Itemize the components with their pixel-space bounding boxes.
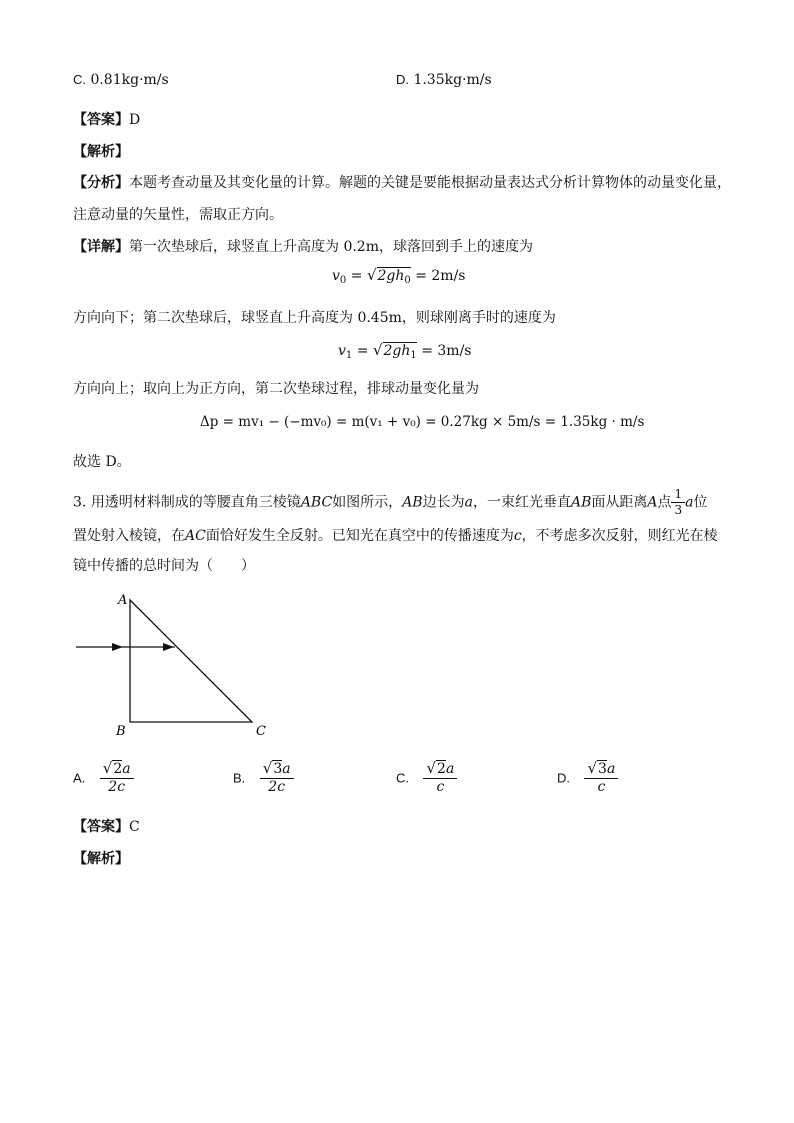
detail-tag: 【详解】 [73, 239, 129, 255]
q2-analysis-line2: 注意动量的矢量性，需取正方向。 [73, 207, 283, 223]
ray-arrow-2 [163, 643, 174, 651]
prism-triangle [130, 600, 252, 722]
one-third-fraction: $\frac{1}{3}$ [671, 488, 685, 517]
q3-line2: 置处射入棱镜，在AC面恰好发生全反射。已知光在真空中的传播速度为c，不考虑多次反射，则红光在棱 [73, 528, 718, 544]
equation-v1: $v_1 = √2gh_1 = 3m/s$ [338, 341, 472, 361]
ray-arrow-1 [112, 643, 123, 651]
analysis-tag: 【分析】 [73, 175, 129, 191]
option-d [396, 72, 492, 88]
q2-jiexi-tag: 【解析】 [73, 144, 129, 160]
q3-jiexi-tag: 【解析】 [73, 851, 129, 867]
q3-line1: 3. 用透明材料制成的等腰直角三棱镜ABC如图所示，AB边长为a，一束红光垂直AB面从距离A点 $\frac{1}{3}$ a位 [73, 487, 708, 518]
equation-delta-p: Δp = mv₁ − (−mv₀) = m(v₁ + v₀) = 0.27kg × 5m/s = 1.35kg · m/s [200, 414, 645, 430]
q3-number: 3. [73, 494, 87, 511]
q3-option-d: D. $\frac{√3a}{c}$ [557, 760, 618, 796]
q2-detail-line2: 方向向下；第二次垫球后，球竖直上升高度为 0.45m，则球刚离手时的速度为 [73, 310, 556, 326]
q3-line3: 镜中传播的总时间为（ ） [73, 558, 255, 574]
option-c-value: 0.81kg·m/s [90, 72, 169, 88]
q3-option-a: A. $\frac{√2a}{2c}$ [73, 760, 134, 796]
option-c-label: C. [73, 72, 86, 87]
q2-detail-line3: 方向向上；取向上为正方向，第二次垫球过程，排球动量变化量为 [73, 381, 479, 397]
vertex-b-label: B [116, 724, 126, 739]
option-c [73, 72, 169, 88]
vertex-c-label: C [256, 724, 266, 739]
q3-answer: 【答案】C [73, 819, 140, 835]
prism-diagram [70, 588, 280, 743]
q2-detail-line1: 【详解】第一次垫球后，球竖直上升高度为 0.2m，球落回到手上的速度为 [73, 239, 533, 255]
answer-tag: 【答案】 [73, 112, 129, 128]
equation-v0: $v_0 = √2gh_0 = 2m/s$ [332, 266, 466, 286]
option-d-label: D. [396, 72, 409, 87]
q2-answer [73, 109, 140, 129]
q2-conclusion: 故选 D。 [73, 454, 131, 470]
answer-value: D [129, 112, 141, 128]
option-d-value: 1.35kg·m/s [413, 72, 492, 88]
q2-analysis-line1: 【分析】本题考查动量及其变化量的计算。解题的关键是要能根据动量表达式分析计算物体的动量变化量， [73, 175, 731, 191]
vertex-a-label: A [118, 593, 128, 608]
q3-option-c: C. $\frac{√2a}{c}$ [396, 760, 457, 796]
q3-option-b: B. $\frac{√3a}{2c}$ [233, 760, 294, 796]
